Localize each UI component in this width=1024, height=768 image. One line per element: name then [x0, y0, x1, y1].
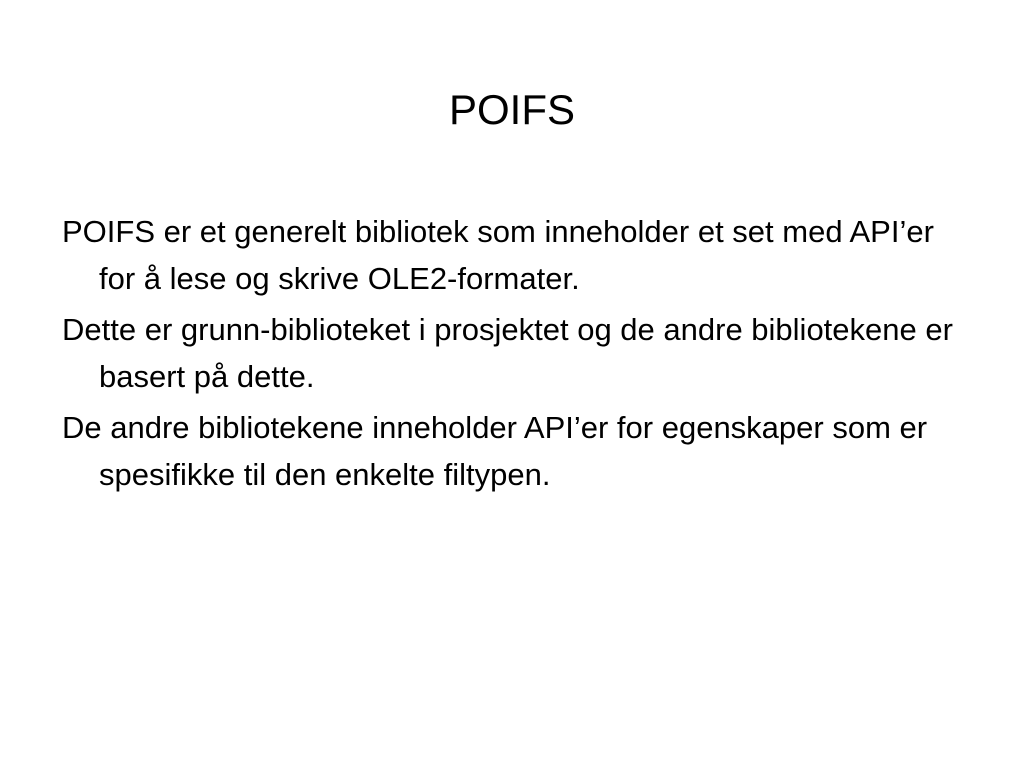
bullet-item: Dette er grunn-biblioteket i prosjektet og de andre bibliotekene er basert på dette.	[62, 312, 953, 394]
bullet-list	[62, 208, 962, 502]
bullet-item: POIFS er et generelt bibliotek som inneholder et set med API’er for å lese og skrive OLE2-formater.	[62, 214, 934, 296]
bullet-item: De andre bibliotekene inneholder API’er for egenskaper som er spesifikke til den enkelte filtypen.	[62, 410, 928, 492]
slide-title: POIFS	[448, 86, 576, 133]
